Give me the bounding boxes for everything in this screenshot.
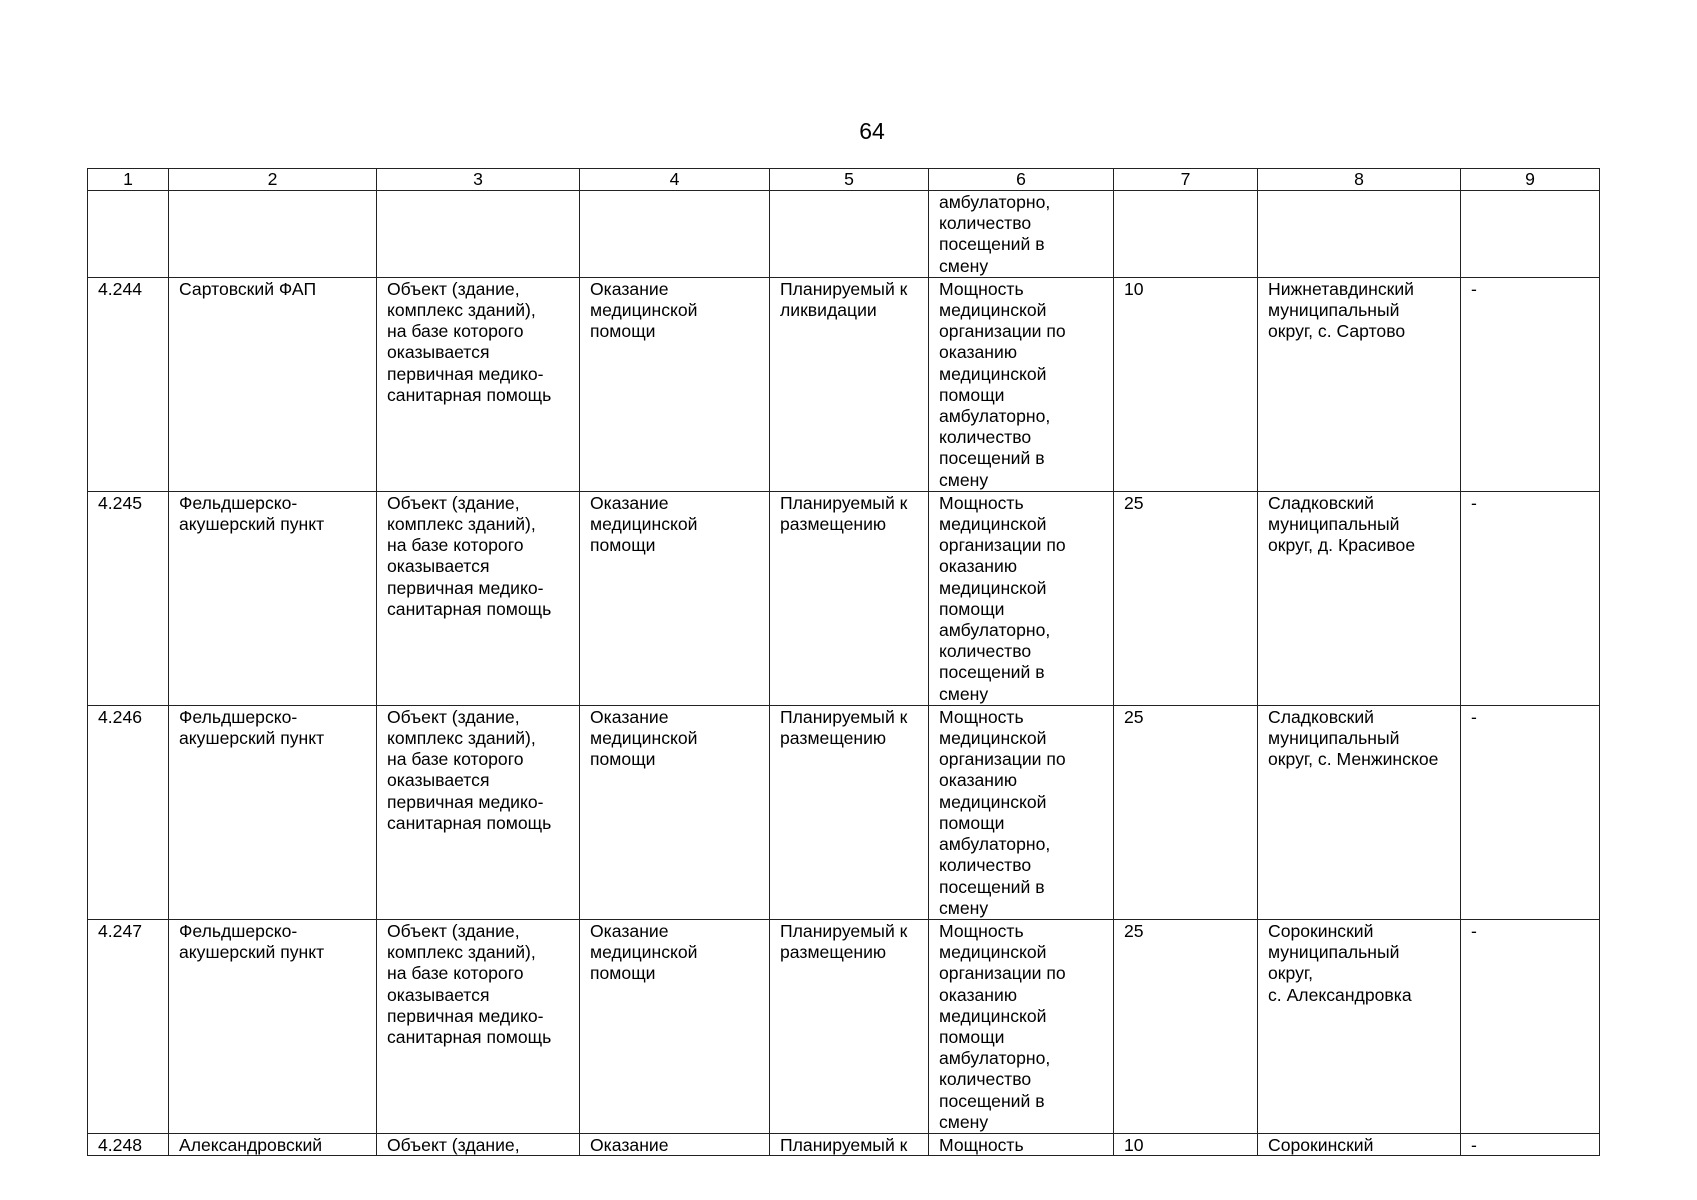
status-cell: Планируемый к — [770, 1133, 929, 1155]
table-cell — [169, 191, 377, 278]
status-cell: Планируемый к размещению — [770, 491, 929, 705]
value-cell: 25 — [1114, 919, 1258, 1133]
value-cell: 25 — [1114, 705, 1258, 919]
table-cell — [580, 191, 770, 278]
column-number: 2 — [169, 169, 377, 191]
column-number: 6 — [929, 169, 1114, 191]
table-cell — [1114, 191, 1258, 278]
object-type-cell: Объект (здание, комплекс зданий), на базе которого оказывается первичная медико- санитарная помощь — [377, 705, 580, 919]
table-row — [88, 705, 1600, 919]
status-cell: Планируемый к размещению — [770, 919, 929, 1133]
purpose-cell: Оказание медицинской помощи — [580, 491, 770, 705]
characteristic-cell: Мощность медицинской организации по оказанию медицинской помощи амбулаторно, количество посещений в смену — [929, 919, 1114, 1133]
object-type-cell: Объект (здание, комплекс зданий), на базе которого оказывается первичная медико- санитарная помощь — [377, 491, 580, 705]
object-type-cell: Объект (здание, комплекс зданий), на базе которого оказывается первичная медико- санитарная помощь — [377, 919, 580, 1133]
table-row — [88, 1133, 1600, 1155]
object-name-cell: Сартовский ФАП — [169, 277, 377, 491]
zone-cell: - — [1461, 705, 1600, 919]
object-type-cell: Объект (здание, — [377, 1133, 580, 1155]
column-number-row — [88, 169, 1600, 191]
location-cell: Сорокинский муниципальный округ, с. Александровка — [1258, 919, 1461, 1133]
object-type-cell: Объект (здание, комплекс зданий), на базе которого оказывается первичная медико- санитарная помощь — [377, 277, 580, 491]
location-cell: Сорокинский — [1258, 1133, 1461, 1155]
characteristic-cell: Мощность медицинской организации по оказанию медицинской помощи амбулаторно, количество посещений в смену — [929, 277, 1114, 491]
table-cell: амбулаторно, количество посещений в смену — [929, 191, 1114, 278]
purpose-cell: Оказание медицинской помощи — [580, 705, 770, 919]
page-number: 64 — [859, 118, 885, 144]
characteristic-cell: Мощность медицинской организации по оказанию медицинской помощи амбулаторно, количество посещений в смену — [929, 705, 1114, 919]
location-cell: Сладковский муниципальный округ, с. Менжинское — [1258, 705, 1461, 919]
column-number: 3 — [377, 169, 580, 191]
table-cell — [770, 191, 929, 278]
object-name-cell: Фельдшерско- акушерский пункт — [169, 919, 377, 1133]
column-number: 5 — [770, 169, 929, 191]
table-row — [88, 491, 1600, 705]
row-number-cell: 4.244 — [88, 277, 169, 491]
zone-cell: - — [1461, 919, 1600, 1133]
purpose-cell: Оказание медицинской помощи — [580, 919, 770, 1133]
column-number: 7 — [1114, 169, 1258, 191]
status-cell: Планируемый к размещению — [770, 705, 929, 919]
row-number-cell: 4.248 — [88, 1133, 169, 1155]
row-number-cell: 4.246 — [88, 705, 169, 919]
object-name-cell: Фельдшерско- акушерский пункт — [169, 705, 377, 919]
table-row — [88, 277, 1600, 491]
zone-cell: - — [1461, 277, 1600, 491]
table-cell — [1461, 191, 1600, 278]
characteristic-cell: Мощность медицинской организации по оказанию медицинской помощи амбулаторно, количество посещений в смену — [929, 491, 1114, 705]
continuation-row — [88, 191, 1600, 278]
purpose-cell: Оказание медицинской помощи — [580, 277, 770, 491]
column-number: 1 — [88, 169, 169, 191]
status-cell: Планируемый к ликвидации — [770, 277, 929, 491]
table-cell — [377, 191, 580, 278]
table-cell — [1258, 191, 1461, 278]
value-cell: 10 — [1114, 1133, 1258, 1155]
table-row — [88, 919, 1600, 1133]
row-number-cell: 4.245 — [88, 491, 169, 705]
column-number: 4 — [580, 169, 770, 191]
location-cell: Нижнетавдинский муниципальный округ, с. Сартово — [1258, 277, 1461, 491]
object-name-cell: Фельдшерско- акушерский пункт — [169, 491, 377, 705]
value-cell: 10 — [1114, 277, 1258, 491]
column-number: 9 — [1461, 169, 1600, 191]
objects-table — [87, 168, 1600, 1156]
object-name-cell: Александровский — [169, 1133, 377, 1155]
purpose-cell: Оказание — [580, 1133, 770, 1155]
value-cell: 25 — [1114, 491, 1258, 705]
zone-cell: - — [1461, 1133, 1600, 1155]
location-cell: Сладковский муниципальный округ, д. Красивое — [1258, 491, 1461, 705]
column-number: 8 — [1258, 169, 1461, 191]
zone-cell: - — [1461, 491, 1600, 705]
table-cell — [88, 191, 169, 278]
row-number-cell: 4.247 — [88, 919, 169, 1133]
characteristic-cell: Мощность — [929, 1133, 1114, 1155]
